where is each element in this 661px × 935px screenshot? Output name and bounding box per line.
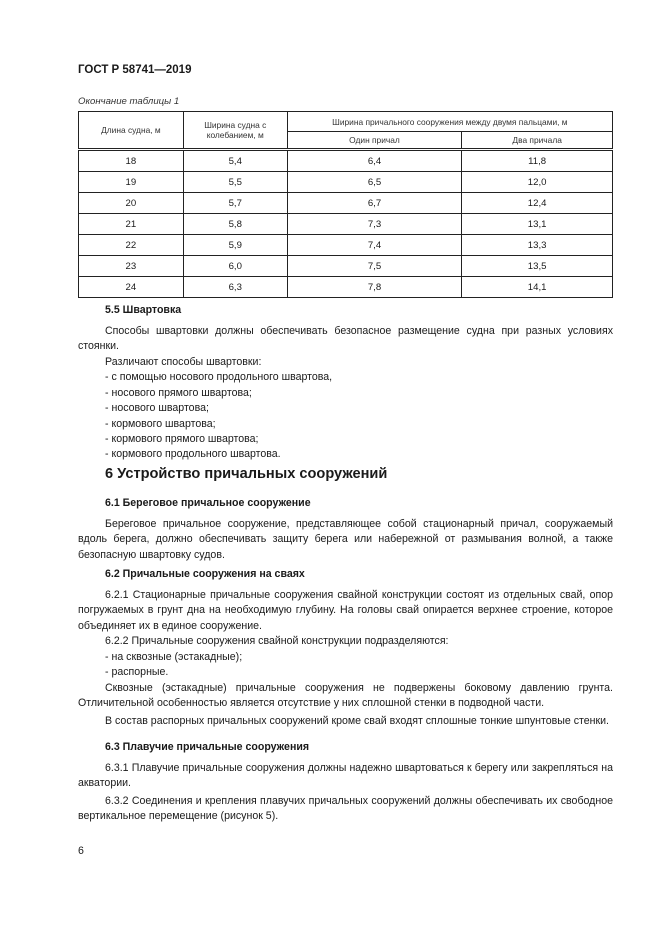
table-row bbox=[79, 172, 613, 193]
table-cell: 13,5 bbox=[462, 256, 613, 277]
section-heading: 6.2 Причальные сооружения на сваях bbox=[105, 568, 305, 580]
table-cell: 5,5 bbox=[183, 172, 287, 193]
table-row bbox=[79, 150, 613, 172]
list-item: - на сквозные (эстакадные); bbox=[105, 650, 243, 663]
paragraph: 6.2.2 Причальные сооружения свайной конструкции подразделяются: bbox=[105, 635, 449, 648]
table-cell: 13,3 bbox=[462, 235, 613, 256]
paragraph: 6.2.1 Стационарные причальные сооружения свайной конструкции состоят из отдельных свай, опор погружаемых в грунт дна на необходимую глубину. На головы свай опирается верхнее строение, которое объединяет их в единое сооружение. bbox=[78, 588, 613, 632]
list-item: - носового прямого швартова; bbox=[105, 386, 252, 399]
table-cell: 6,7 bbox=[287, 193, 462, 214]
col-header-group: Ширина причального сооружения между двумя пальцами, м bbox=[287, 112, 612, 132]
table-cell: 5,9 bbox=[183, 235, 287, 256]
section-6-heading bbox=[78, 467, 613, 483]
table-cell: 5,4 bbox=[183, 150, 287, 172]
paragraph: Сквозные (эстакадные) причальные сооружения не подвержены боковому давлению грунта. Отличительной особенностью является отсутствие у них сплошной стенки в подводной части. bbox=[78, 681, 613, 710]
table-cell: 7,3 bbox=[287, 214, 462, 235]
table-cell: 7,4 bbox=[287, 235, 462, 256]
list-item: - кормового прямого швартова; bbox=[105, 433, 259, 445]
table-cell: 12,4 bbox=[462, 193, 613, 214]
table-cell: 7,5 bbox=[287, 256, 462, 277]
table-caption: Окончание таблицы 1 bbox=[78, 96, 180, 107]
table-cell: 6,5 bbox=[287, 172, 462, 193]
table-cell: 23 bbox=[79, 256, 184, 277]
table-cell: 24 bbox=[79, 277, 184, 298]
section-6-2 bbox=[78, 567, 613, 730]
table-row bbox=[79, 193, 613, 214]
table-cell: 7,8 bbox=[287, 277, 462, 298]
page-number: 6 bbox=[78, 845, 84, 857]
paragraph: Различают способы швартовки: bbox=[105, 355, 262, 368]
table-cell: 6,4 bbox=[287, 150, 462, 172]
list-item: - распорные. bbox=[105, 666, 169, 679]
section-heading: 6.1 Береговое причальное сооружение bbox=[105, 497, 311, 509]
paragraph: Береговое причальное сооружение, представляющее собой стационарный причал, сооружаемый вдоль берега, должно обеспечивать защиту берега или набережной от размывания волной, а также безопасную швартовку судов. bbox=[78, 517, 613, 561]
section-6-1 bbox=[78, 496, 613, 563]
table-cell: 20 bbox=[79, 193, 184, 214]
ship-berth-table bbox=[78, 111, 613, 298]
paragraph: 6.3.2 Соединения и крепления плавучих причальных сооружений должны обеспечивать их свободное вертикальное перемещение (рисунок 5). bbox=[78, 794, 613, 823]
table-cell: 11,8 bbox=[462, 150, 613, 172]
document-header: ГОСТ Р 58741—2019 bbox=[78, 64, 192, 76]
list-item: - с помощью носового продольного швартова, bbox=[105, 371, 333, 384]
list-item: - кормового швартова; bbox=[105, 417, 216, 430]
section-5-5 bbox=[78, 303, 613, 463]
table-cell: 6,3 bbox=[183, 277, 287, 298]
table-row bbox=[79, 235, 613, 256]
chapter-heading: 6 Устройство причальных сооружений bbox=[105, 466, 388, 482]
table-cell: 18 bbox=[79, 150, 184, 172]
table-row bbox=[79, 256, 613, 277]
paragraph: В состав распорных причальных сооружений кроме свай входят сплошные тонкие шпунтовые стенки. bbox=[105, 714, 609, 727]
table-cell: 14,1 bbox=[462, 277, 613, 298]
col-header-width: Ширина судна с колебанием, м bbox=[183, 112, 287, 150]
table-cell: 6,0 bbox=[183, 256, 287, 277]
table-cell: 5,8 bbox=[183, 214, 287, 235]
col-header-two: Два причала bbox=[462, 132, 613, 150]
table-cell: 12,0 bbox=[462, 172, 613, 193]
table-row bbox=[79, 277, 613, 298]
section-heading: 6.3 Плавучие причальные сооружения bbox=[105, 741, 310, 753]
list-item: - кормового продольного швартова. bbox=[105, 448, 281, 461]
list-item: - носового швартова; bbox=[105, 402, 209, 415]
table-row bbox=[79, 214, 613, 235]
section-6-3 bbox=[78, 740, 613, 825]
table-cell: 21 bbox=[79, 214, 184, 235]
section-heading: 5.5 Швартовка bbox=[105, 304, 182, 316]
col-header-length: Длина судна, м bbox=[79, 112, 184, 150]
table-cell: 5,7 bbox=[183, 193, 287, 214]
paragraph: 6.3.1 Плавучие причальные сооружения должны надежно швартоваться к берегу или закрепляться на акватории. bbox=[78, 761, 613, 790]
col-header-one: Один причал bbox=[287, 132, 462, 150]
table-cell: 22 bbox=[79, 235, 184, 256]
table-cell: 19 bbox=[79, 172, 184, 193]
paragraph: Способы швартовки должны обеспечивать безопасное размещение судна при разных условиях стоянки. bbox=[78, 324, 613, 353]
table-cell: 13,1 bbox=[462, 214, 613, 235]
